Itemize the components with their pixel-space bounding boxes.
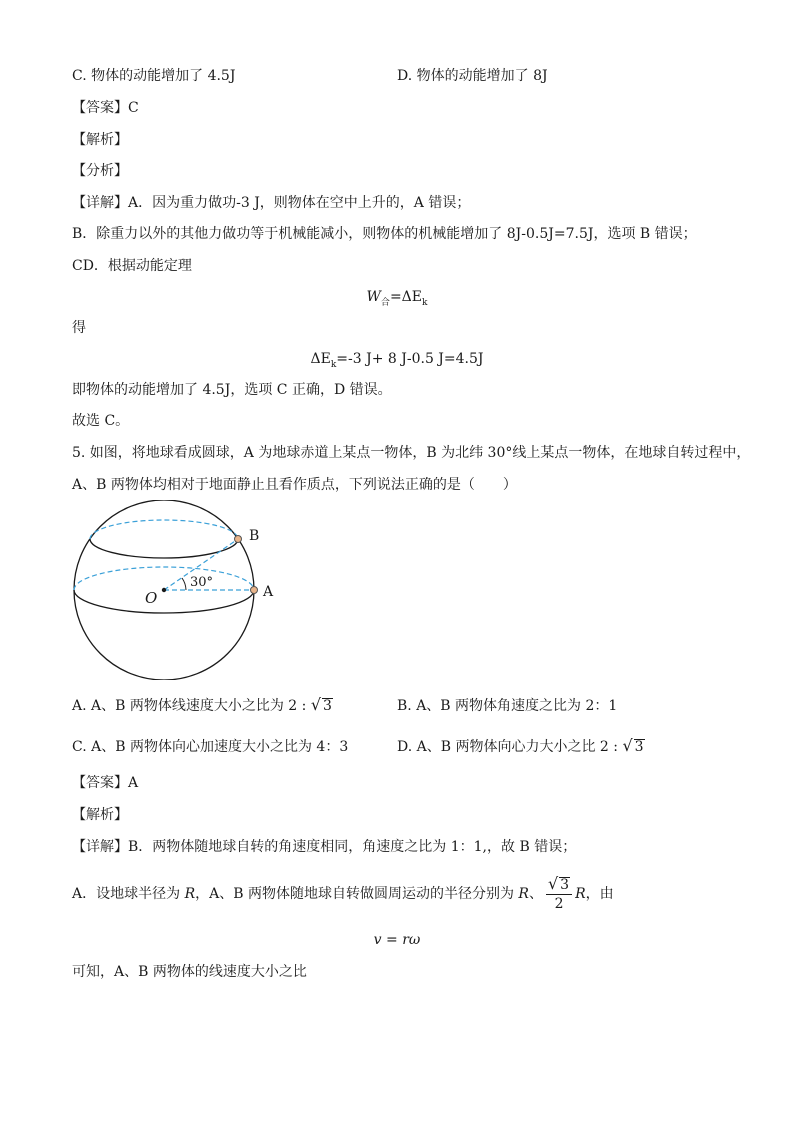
q4-answer	[72, 99, 139, 117]
q5-stem-line2: A、B 两物体均相对于地面静止且看作质点，下列说法正确的是（ ）	[72, 477, 517, 493]
angle-arc	[182, 578, 186, 590]
detail-a-mid: ，A、B 两物体随地球自转做圆周运动的半径分别为	[195, 886, 519, 902]
option-d-text: D. A、B 两物体向心力大小之比 2 :	[397, 739, 623, 755]
q5-option-c: C. A、B 两物体向心加速度大小之比为 4：3	[72, 739, 349, 755]
detail-b-text: B．两物体随地球自转的角速度相同，角速度之比为 1：1,，故 B 错误；	[128, 839, 577, 855]
frac-denominator: 2	[554, 895, 564, 912]
q5-stem-line1: 5. 如图，将地球看成圆球，A 为地球赤道上某点一物体，B 为北纬 30°线上某点一物体，在地球自转过程中，	[72, 445, 751, 461]
label-a: A	[263, 584, 274, 600]
equator-front	[74, 590, 254, 613]
q5-option-d	[397, 738, 645, 756]
detail-a-comma: 、	[528, 886, 543, 902]
formula-k-sub: k	[422, 297, 428, 308]
sqrt-sign-icon: √	[547, 873, 559, 893]
q5-detail-b	[72, 838, 576, 856]
center-point-o	[162, 588, 166, 592]
detail-a-pre: A．设地球半径为	[72, 886, 185, 902]
equator-back	[74, 567, 254, 590]
detail-a-r: R	[184, 886, 196, 902]
label-o: O	[145, 589, 158, 607]
option-a-text: A. A、B 两物体线速度大小之比为 2 :	[72, 698, 311, 714]
detail-tag: 【详解】	[72, 195, 128, 211]
q4-analysis-tag: 【解析】	[72, 132, 128, 148]
q4-formula-work-energy	[0, 288, 794, 312]
q5-kezhi: 可知，A、B 两物体的线速度大小之比	[72, 964, 307, 980]
earth-sphere-figure	[70, 500, 300, 680]
formula-rest: =ΔE	[389, 289, 422, 305]
latitude-front	[90, 539, 238, 558]
detail-a-end: ，由	[585, 886, 614, 902]
label-angle: 30°	[190, 575, 214, 590]
q4-option-c: C. 物体的动能增加了 4.5J	[72, 68, 236, 84]
q4-formula-calc	[0, 350, 794, 374]
detail-a-r2: R	[518, 886, 529, 902]
option-a-radicand: 3	[323, 698, 332, 714]
q5-option-b: B. A、B 两物体角速度之比为 2：1	[397, 698, 618, 714]
q4-fenxi-tag: 【分析】	[72, 163, 128, 179]
answer-tag: 【答案】	[72, 100, 128, 116]
formula2-rest: =-3 J+ 8 J-0.5 J=4.5J	[336, 351, 484, 367]
q4-option-d: D. 物体的动能增加了 8J	[397, 68, 548, 84]
q5-analysis-tag: 【解析】	[72, 807, 128, 823]
formula2-pre: ΔE	[310, 351, 331, 367]
q5-detail-a	[72, 874, 614, 914]
answer-value: A	[128, 775, 139, 791]
q4-detail-b: B．除重力以外的其他力做功等于机械能减小，则物体的机械能增加了 8J-0.5J=7.5J，选项 B 错误；	[72, 226, 697, 242]
formula-w: W	[366, 289, 381, 305]
q4-detail-a	[72, 194, 470, 212]
detail-a-r3: R	[575, 886, 586, 902]
q4-choose: 故选 C。	[72, 413, 130, 429]
detail-tag: 【详解】	[72, 839, 128, 855]
label-b: B	[249, 528, 260, 544]
formula2-k: k	[330, 359, 337, 370]
frac-radicand: 3	[560, 876, 570, 893]
sqrt-sign-icon: √	[310, 695, 322, 714]
q5-answer	[72, 774, 138, 792]
fraction-sqrt3-over-2	[546, 873, 572, 913]
point-b	[235, 536, 242, 543]
q4-conclusion: 即物体的动能增加了 4.5J，选项 C 正确，D 错误。	[72, 382, 392, 398]
q5-formula-v: v = rω	[373, 932, 421, 948]
latitude-back	[90, 520, 238, 539]
answer-tag: 【答案】	[72, 775, 128, 791]
detail-a-text: A．因为重力做功-3 J，则物体在空中上升的，A 错误；	[128, 195, 471, 211]
sqrt-sign-icon: √	[622, 736, 633, 755]
q4-de: 得	[72, 320, 86, 336]
formula-w-sub: 合	[380, 297, 390, 308]
option-d-radicand: 3	[634, 739, 644, 755]
answer-value: C	[128, 100, 139, 116]
q5-option-a	[72, 697, 333, 715]
q4-detail-cd: CD．根据动能定理	[72, 258, 192, 274]
point-a	[251, 587, 258, 594]
